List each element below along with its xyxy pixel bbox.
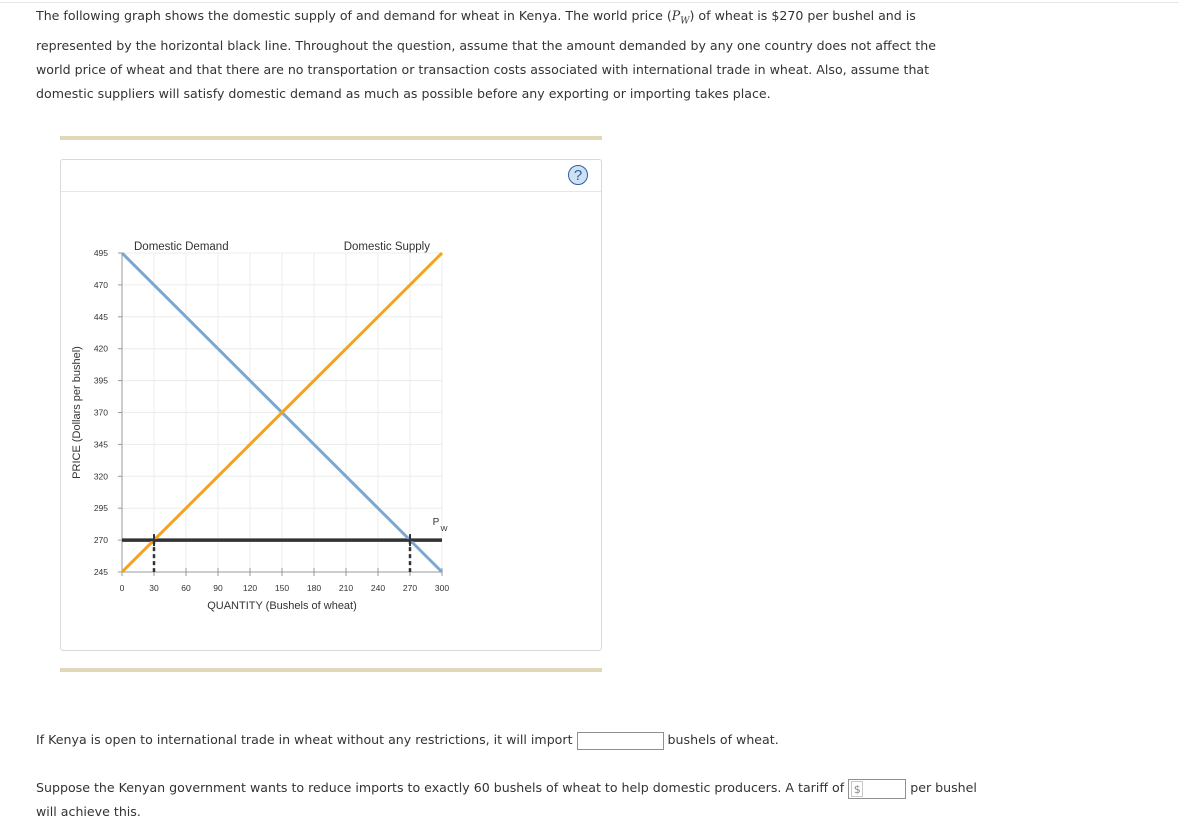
import-quantity-input[interactable] — [577, 732, 664, 750]
y-axis-label: PRICE (Dollars per bushel) — [71, 346, 83, 479]
question-1-unit: bushels of wheat. — [667, 732, 779, 747]
x-tick-label: 120 — [242, 583, 258, 593]
y-tick-label: 470 — [93, 279, 108, 290]
supply-demand-chart — [61, 160, 601, 650]
world-price-label-sub: W — [440, 524, 448, 534]
world-price-label: P — [432, 517, 440, 529]
y-tick-label: 420 — [93, 343, 108, 354]
x-tick-label: 270 — [402, 583, 418, 593]
x-tick-label: 210 — [338, 583, 354, 593]
question-2-text-2: will achieve this. — [36, 804, 141, 819]
currency-symbol: $ — [851, 781, 863, 797]
x-tick-label: 300 — [434, 583, 450, 593]
x-tick-label: 150 — [274, 583, 290, 593]
graph-panel — [60, 159, 602, 651]
question-2-unit: per bushel — [910, 780, 977, 795]
y-tick-label: 245 — [93, 567, 108, 577]
x-tick-label: 30 — [149, 583, 159, 593]
x-tick-label: 0 — [119, 583, 125, 593]
question-2-text: Suppose the Kenyan government wants to reduce imports to exactly 60 bushels of wheat to help domestic producers. A tariff of — [36, 780, 845, 795]
question-1-text: If Kenya is open to international trade in wheat without any restrictions, it will import — [36, 732, 573, 747]
help-button[interactable]: ? — [568, 165, 588, 185]
question-2 — [36, 776, 977, 824]
intro-text-1: The following graph shows the domestic supply of and demand for wheat in Kenya. The world price ( — [36, 8, 672, 23]
supply-label: Domestic Supply — [343, 241, 430, 253]
y-tick-label: 270 — [93, 535, 108, 546]
y-tick-label: 495 — [93, 248, 108, 258]
y-tick-label: 345 — [93, 439, 108, 450]
question-1 — [36, 728, 779, 752]
x-tick-label: 60 — [181, 583, 191, 593]
x-tick-label: 180 — [306, 583, 322, 593]
top-divider — [0, 2, 1179, 3]
intro-paragraph — [36, 4, 956, 106]
demand-label: Domestic Demand — [134, 241, 229, 253]
x-axis-label: QUANTITY (Bushels of wheat) — [207, 600, 357, 612]
world-price-symbol: $P_W$ — [671, 8, 690, 27]
x-tick-label: 90 — [213, 583, 223, 593]
y-tick-label: 395 — [93, 375, 108, 386]
intro-text-2: ) of wheat is $270 per bushel and is represented by the horizontal black line. Throughout the question, assume that the amount demanded by any one country does not affect the world price of wheat and that there are no transportation or transaction costs associated with international trade in wheat. Also, assume that domestic suppliers will satisfy domestic demand as much as possible before any exporting or importing takes place. — [36, 8, 936, 101]
graph-bottom-bar — [60, 668, 602, 672]
y-tick-label: 370 — [93, 407, 108, 418]
graph-top-bar — [60, 136, 602, 140]
tariff-input[interactable] — [848, 779, 906, 799]
y-tick-label: 295 — [93, 503, 108, 514]
x-tick-label: 240 — [370, 583, 386, 593]
y-tick-label: 445 — [93, 311, 108, 322]
y-tick-label: 320 — [93, 471, 108, 482]
